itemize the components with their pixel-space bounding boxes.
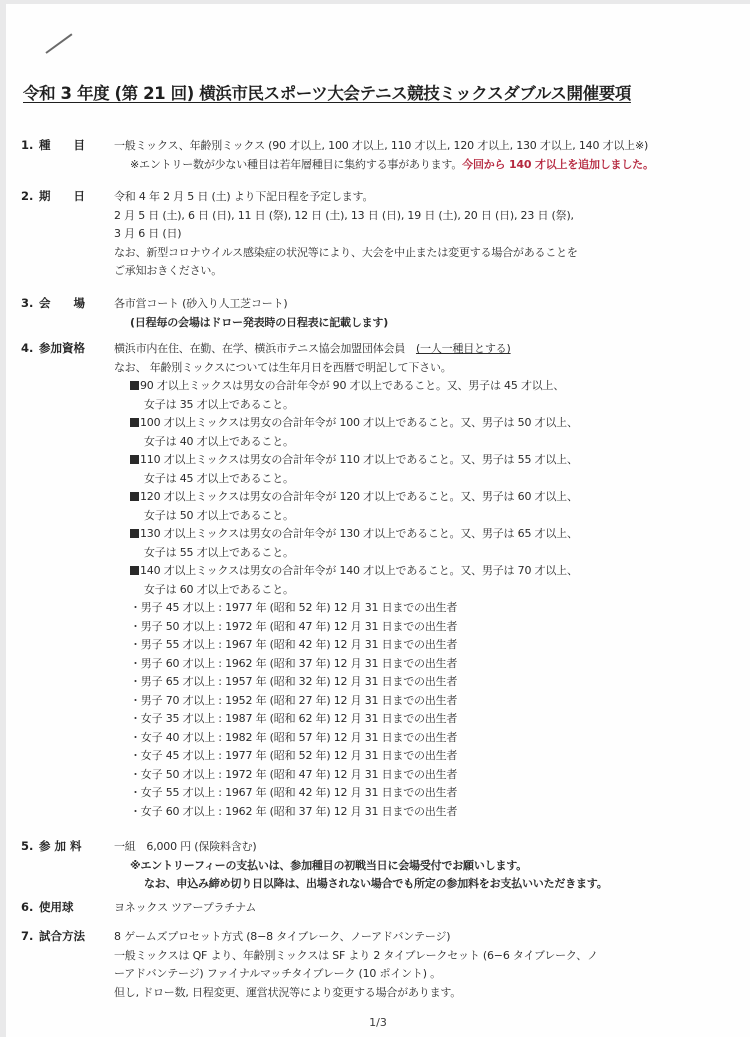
section-body xyxy=(114,838,734,894)
venue-note: (日程毎の会場はドロー発表時の日程表に記載します) xyxy=(130,315,389,329)
rule-item: 120 才以上ミックスは男女の合計年令が 120 才以上であること。又、男子は 60 才以上、 xyxy=(114,488,734,507)
rule-item: 110 才以上ミックスは男女の合計年令が 110 才以上であること。又、男子は 55 才以上、 xyxy=(114,451,734,470)
format-line: 8 ゲームズプロセット方式 (8−8 タイブレーク、ノーアドバンテージ) xyxy=(114,930,451,943)
events-list: 一般ミックス、年齢別ミックス (90 才以上, 100 才以上, 110 才以上, 120 才以上, 130 才以上, 140 才以上※) xyxy=(114,139,649,152)
rule-item: 140 才以上ミックスは男女の合計年令が 140 才以上であること。又、男子は 70 才以上、 xyxy=(114,562,734,581)
square-bullet-icon xyxy=(130,492,139,501)
section-label: 1. 種 目 xyxy=(21,138,85,152)
rule-item: 100 才以上ミックスは男女の合計年令が 100 才以上であること。又、男子は 50 才以上、 xyxy=(114,414,734,433)
rule-item-sub: 女子は 40 才以上であること。 xyxy=(144,434,294,448)
birth-cutoff: ・男子 50 才以上 : 1972 年 (昭和 47 年) 12 月 31 日までの出生者 xyxy=(130,619,458,633)
dates-line: なお、新型コロナウイルス感染症の状況等により、大会を中止または変更する場合があることを xyxy=(114,245,578,259)
birth-cutoff: ・女子 35 才以上 : 1987 年 (昭和 62 年) 12 月 31 日までの出生者 xyxy=(130,712,458,725)
document-title: 令和 3 年度 (第 21 回) 横浜市民スポーツ大会テニス競技ミックスダブルス開催要項 xyxy=(23,84,631,103)
new-category-notice: 今回から 140 才以上を追加しました。 xyxy=(462,157,654,171)
section-body xyxy=(114,928,734,1002)
square-bullet-icon xyxy=(130,381,139,390)
format-line: 但し, ドロー数, 日程変更、運営状況等により変更する場合があります。 xyxy=(114,985,462,999)
eligibility-line: 横浜市内在住、在勤、在学、横浜市テニス協会加盟団体会員 (一人一種目とする) xyxy=(114,342,511,355)
section-label: 5. 参 加 料 xyxy=(21,839,82,853)
dates-line: 令和 4 年 2 月 5 日 (土) より下記日程を予定します。 xyxy=(114,190,374,203)
section-label: 7. 試合方法 xyxy=(21,929,85,943)
fee-amount: 一組 6,000 円 (保険料含む) xyxy=(114,840,257,853)
birth-cutoff: ・男子 45 才以上 : 1977 年 (昭和 52 年) 12 月 31 日までの出生者 xyxy=(130,601,458,614)
ball-brand: ヨネックス ツアープラチナム xyxy=(114,901,257,914)
venue-courts: 各市営コート (砂入り人工芝コート) xyxy=(114,297,288,310)
dates-line: ご承知おきください。 xyxy=(114,264,222,277)
square-bullet-icon xyxy=(130,566,139,575)
rule-item-sub: 女子は 45 才以上であること。 xyxy=(144,471,294,485)
birth-cutoff: ・男子 55 才以上 : 1967 年 (昭和 42 年) 12 月 31 日までの出生者 xyxy=(130,638,458,651)
square-bullet-icon xyxy=(130,455,139,464)
birth-cutoff: ・女子 55 才以上 : 1967 年 (昭和 42 年) 12 月 31 日までの出生者 xyxy=(130,786,458,799)
rule-item-sub: 女子は 50 才以上であること。 xyxy=(144,508,294,522)
section-label: 3. 会 場 xyxy=(21,296,85,310)
dates-line: 3 月 6 日 (日) xyxy=(114,227,182,240)
birth-cutoff: ・男子 70 才以上 : 1952 年 (昭和 27 年) 12 月 31 日までの出生者 xyxy=(130,693,458,707)
fee-payment-note: ※エントリーフィーの支払いは、参加種目の初戦当日に会場受付でお願いします。 xyxy=(130,858,527,872)
rule-item-sub: 女子は 35 才以上であること。 xyxy=(144,397,294,411)
square-bullet-icon xyxy=(130,529,139,538)
fee-cancellation-note: なお、申込み締め切り日以降は、出場されない場合でも所定の参加料をお支払いいただきます。 xyxy=(144,877,608,890)
section-label: 4. 参加資格 xyxy=(21,341,85,355)
section-body xyxy=(114,295,734,332)
section-label: 2. 期 日 xyxy=(21,189,85,203)
format-line: ーアドバンテージ) ファイナルマッチタイブレーク (10 ポイント) 。 xyxy=(114,967,441,980)
birth-cutoff: ・男子 60 才以上 : 1962 年 (昭和 37 年) 12 月 31 日までの出生者 xyxy=(130,656,458,670)
section-body xyxy=(114,340,734,821)
birth-cutoff: ・女子 60 才以上 : 1962 年 (昭和 37 年) 12 月 31 日までの出生者 xyxy=(130,804,458,818)
eligibility-note: なお、 年齢別ミックスについては生年月日を西暦で明記して下さい。 xyxy=(114,360,452,374)
rule-item-sub: 女子は 55 才以上であること。 xyxy=(144,545,294,559)
birth-cutoff: ・女子 50 才以上 : 1972 年 (昭和 47 年) 12 月 31 日までの出生者 xyxy=(130,767,458,781)
square-bullet-icon xyxy=(130,418,139,427)
birth-cutoff: ・男子 65 才以上 : 1957 年 (昭和 32 年) 12 月 31 日までの出生者 xyxy=(130,675,458,688)
rule-item: 90 才以上ミックスは男女の合計年令が 90 才以上であること。又、男子は 45 才以上、 xyxy=(114,377,734,396)
section-body xyxy=(114,188,734,281)
birth-cutoff: ・女子 45 才以上 : 1977 年 (昭和 52 年) 12 月 31 日までの出生者 xyxy=(130,749,458,762)
dates-line: 2 月 5 日 (土), 6 日 (日), 11 日 (祭), 12 日 (土), 13 日 (日), 19 日 (土), 20 日 (日), 23 日 (祭), xyxy=(114,208,574,222)
page-number: 1/3 xyxy=(369,1016,387,1029)
section-body xyxy=(114,137,734,174)
document-page xyxy=(6,4,750,1037)
section-label: 6. 使用球 xyxy=(21,900,74,914)
pen-mark xyxy=(45,33,72,53)
events-note: ※エントリー数が少ない種目は若年層種目に集約する事があります。今回から 140 才以上を追加しました。 xyxy=(130,157,654,171)
rule-item: 130 才以上ミックスは男女の合計年令が 130 才以上であること。又、男子は 65 才以上、 xyxy=(114,525,734,544)
birth-cutoff: ・女子 40 才以上 : 1982 年 (昭和 57 年) 12 月 31 日までの出生者 xyxy=(130,730,458,744)
format-line: 一般ミックスは QF より、年齢別ミックスは SF より 2 タイブレークセット (6−6 タイブレーク、ノ xyxy=(114,948,598,962)
rule-item-sub: 女子は 60 才以上であること。 xyxy=(144,582,294,596)
section-body xyxy=(114,899,734,918)
one-event-rule: (一人一種目とする) xyxy=(415,342,511,355)
